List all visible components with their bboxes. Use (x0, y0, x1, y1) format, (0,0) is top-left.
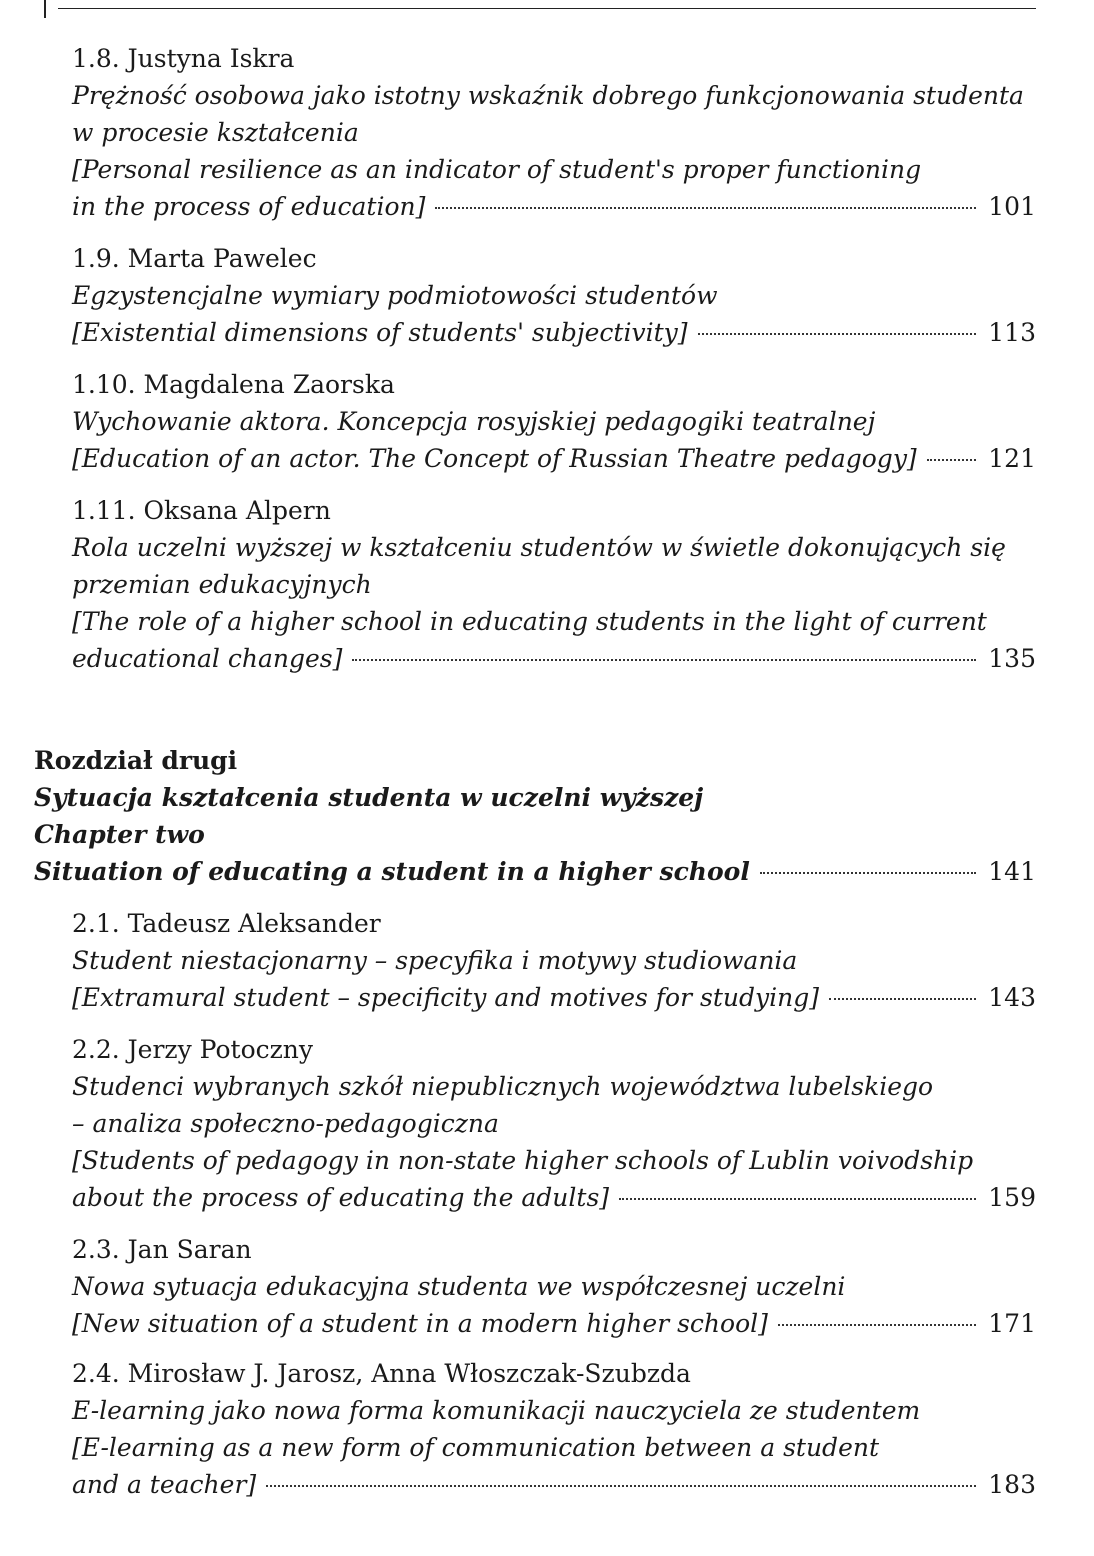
page-number: 159 (988, 1183, 1036, 1212)
page-number: 135 (988, 644, 1036, 673)
entry-title-line: Nowa sytuacja edukacyjna studenta we współczesnej uczelni (72, 1272, 846, 1301)
page-number: 141 (988, 857, 1036, 886)
entry-title-line: [Personal resilience as an indicator of student's proper functioning (72, 155, 922, 184)
entry-author: 1.11. Oksana Alpern (72, 496, 331, 525)
toc-entry-1-9 (72, 240, 1036, 351)
page-number: 171 (988, 1309, 1036, 1338)
entry-title-line: [Extramural student – specificity and motives for studying] (72, 983, 819, 1012)
entry-title-line: in the process of education] (72, 192, 426, 221)
entry-title-line: Prężność osobowa jako istotny wskaźnik dobrego funkcjonowania studenta (72, 81, 1024, 110)
entry-author: 1.9. Marta Pawelec (72, 244, 317, 273)
toc-entry-2-4 (72, 1355, 1036, 1503)
entry-author: 2.4. Mirosław J. Jarosz, Anna Włoszczak-Szubzda (72, 1359, 691, 1388)
entry-title-line: Studenci wybranych szkół niepublicznych województwa lubelskiego (72, 1072, 934, 1101)
entry-title-line: E-learning jako nowa forma komunikacji nauczyciela ze studentem (72, 1396, 921, 1425)
entry-title-line: – analiza społeczno-pedagogiczna (72, 1109, 499, 1138)
entry-author: 1.8. Justyna Iskra (72, 44, 295, 73)
entry-title-line: [The role of a higher school in educating students in the light of current (72, 607, 987, 636)
chapter-two-heading (34, 742, 1036, 890)
entry-author: 1.10. Magdalena Zaorska (72, 370, 395, 399)
chapter-heading-pl: Rozdział drugi (34, 746, 238, 775)
entry-title-line: [Students of pedagogy in non-state higher schools of Lublin voivodship (72, 1146, 974, 1175)
entry-title-line: and a teacher] (72, 1470, 257, 1499)
dot-leader (619, 1198, 976, 1200)
entry-title-line: w procesie kształcenia (72, 118, 359, 147)
entry-title-line: przemian edukacyjnych (72, 570, 372, 599)
entry-last-line (72, 640, 1036, 677)
dot-leader (927, 459, 977, 461)
entry-title-line: Rola uczelni wyższej w kształceniu studentów w świetle dokonujących się (72, 533, 1006, 562)
entry-title-line: about the process of educating the adults] (72, 1183, 610, 1212)
dot-leader (778, 1324, 976, 1326)
entry-title-line: educational changes] (72, 644, 343, 673)
chapter-heading-en: Chapter two (34, 820, 205, 849)
entry-last-line (72, 1179, 1036, 1216)
toc-entry-2-3 (72, 1231, 1036, 1342)
entry-title-line: [Education of an actor. The Concept of Russian Theatre pedagogy] (72, 444, 917, 473)
chapter-last-line (34, 853, 1036, 890)
entry-title-line: [Existential dimensions of students' subjectivity] (72, 318, 688, 347)
dot-leader (352, 659, 976, 661)
page-number: 113 (988, 318, 1036, 347)
page-number: 101 (988, 192, 1036, 221)
toc-entry-2-1 (72, 905, 1036, 1016)
entry-author: 2.1. Tadeusz Aleksander (72, 909, 381, 938)
toc-entry-1-10 (72, 366, 1036, 477)
dot-leader (760, 872, 976, 874)
page-number: 143 (988, 983, 1036, 1012)
entry-last-line (72, 1466, 1036, 1503)
toc-entry-1-8 (72, 40, 1036, 225)
entry-author: 2.2. Jerzy Potoczny (72, 1035, 314, 1064)
entry-title-line: Wychowanie aktora. Koncepcja rosyjskiej pedagogiki teatralnej (72, 407, 876, 436)
page-number: 121 (988, 444, 1036, 473)
top-rule (58, 8, 1036, 9)
entry-title-line: Student niestacjonarny – specyfika i motywy studiowania (72, 946, 798, 975)
entry-last-line (72, 314, 1036, 351)
toc-entry-1-11 (72, 492, 1036, 677)
chapter-title-en: Situation of educating a student in a higher school (34, 857, 750, 886)
entry-last-line (72, 1305, 1036, 1342)
entry-title-line: Egzystencjalne wymiary podmiotowości studentów (72, 281, 718, 310)
entry-author: 2.3. Jan Saran (72, 1235, 252, 1264)
page-number: 183 (988, 1470, 1036, 1499)
chapter-title-pl: Sytuacja kształcenia studenta w uczelni wyższej (34, 783, 704, 812)
entry-title-line: [New situation of a student in a modern higher school] (72, 1309, 768, 1338)
toc-entry-2-2 (72, 1031, 1036, 1216)
entry-last-line (72, 188, 1036, 225)
entry-last-line (72, 440, 1036, 477)
dot-leader (829, 998, 976, 1000)
dot-leader (435, 207, 976, 209)
dot-leader (698, 333, 977, 335)
entry-title-line: [E-learning as a new form of communication between a student (72, 1433, 880, 1462)
entry-last-line (72, 979, 1036, 1016)
corner-mark (44, 0, 46, 18)
dot-leader (266, 1485, 976, 1487)
